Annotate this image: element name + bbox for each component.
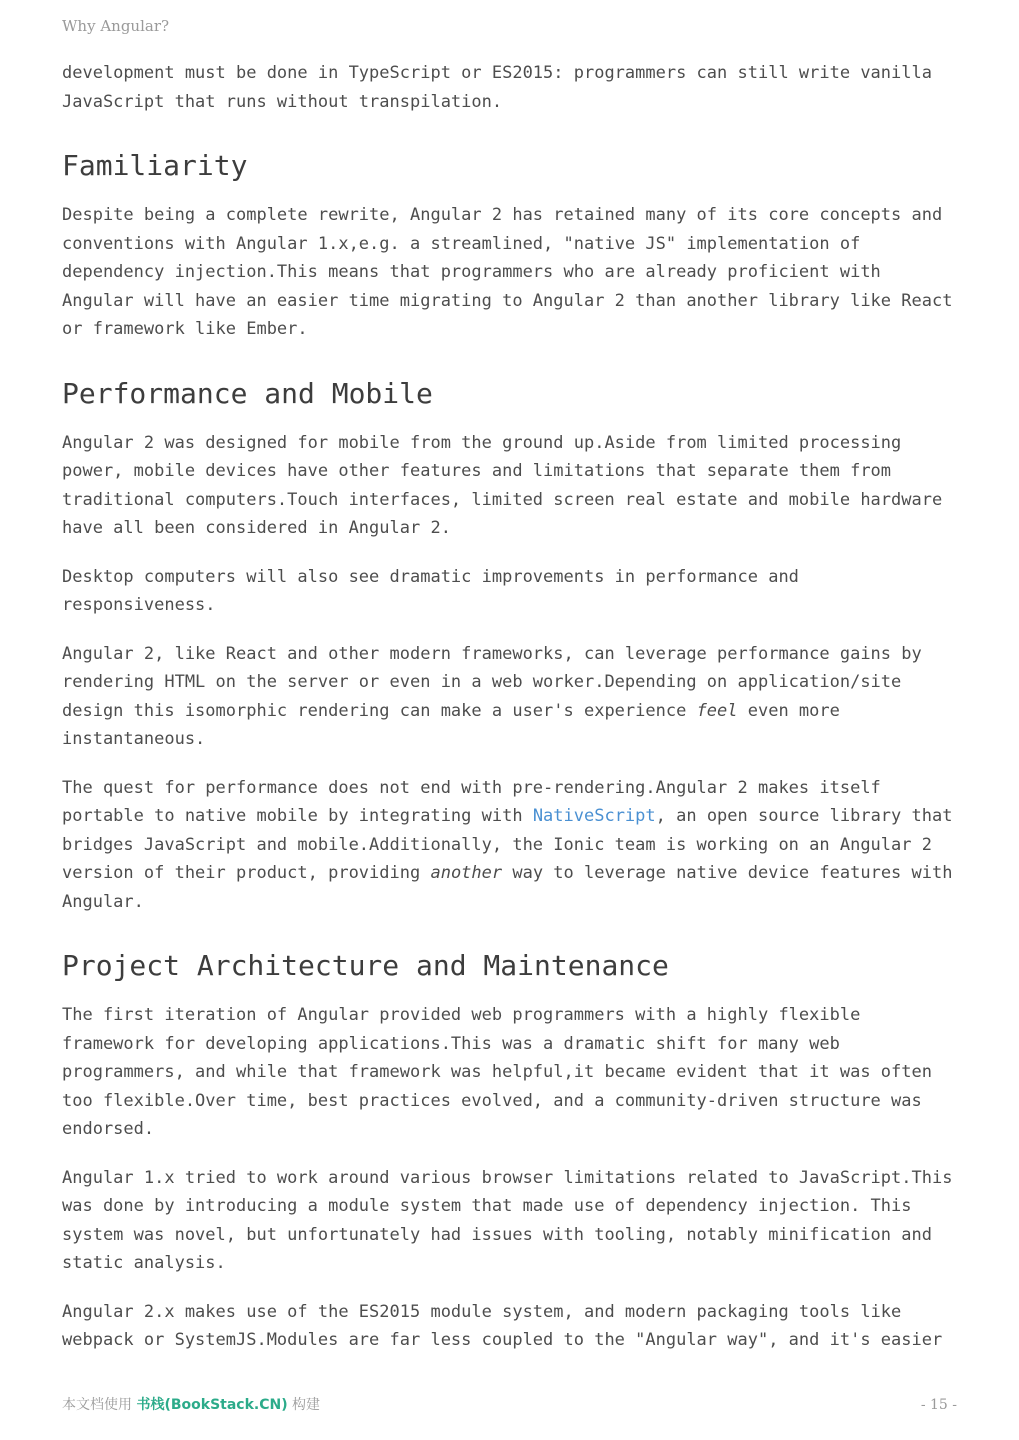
paragraph-text: way to leverage native device features with Angular. — [62, 863, 953, 912]
running-title: Why Angular? — [62, 17, 170, 35]
emphasized-word: feel — [696, 700, 738, 721]
emphasized-word: another — [430, 863, 503, 883]
footer-build-notice — [62, 1394, 320, 1414]
paragraph-text: , an open source library that bridges JavaScript and mobile.Additionally, the Ionic team is working on an Angular 2 version of their product, providing — [62, 806, 953, 883]
paragraph-text: Angular 2, like React and other modern frameworks, can leverage performance gains by rendering HTML on the server or even in a web worker.Depending on application/site design this isomorphic rendering can make a user's experience — [62, 643, 922, 721]
paragraph-text: Angular 2.x makes use of the ES2015 module system, and modern packaging tools like webpack or SystemJS.Modules are far less coupled to the "Angular way", and it's easier — [62, 1301, 943, 1350]
document-body — [0, 59, 1019, 1355]
intro-paragraph — [62, 59, 957, 116]
performance-paragraph-2 — [62, 563, 957, 620]
performance-paragraph-1 — [62, 429, 957, 543]
performance-paragraph-4 — [62, 774, 957, 917]
architecture-paragraph-3 — [62, 1298, 957, 1355]
paragraph-text: Despite being a complete rewrite, Angular 2 has retained many of its core concepts and conventions with Angular 1.x,e.g. a streamlined, "native JS" implementation of dependency injection.This means that programmers who are already proficient with Angular will have an easier time migrating to Angular 2 than another library like React or framework like Ember. — [62, 205, 953, 339]
footer-text-prefix: 本文档使用 — [62, 1397, 137, 1413]
section-heading-performance-and-mobile: Performance and Mobile — [62, 376, 433, 410]
section-heading-project-architecture: Project Architecture and Maintenance — [62, 949, 669, 982]
paragraph-text: Angular 1.x tried to work around various browser limitations related to JavaScript.This was done by introducing a module system that made use of dependency injection. This system was novel, but unfortunately had issues with tooling, notably minification and static analysis. — [62, 1167, 953, 1273]
page-header — [0, 0, 1019, 36]
bookstack-link[interactable]: 书栈(BookStack.CN) — [136, 1397, 288, 1413]
paragraph-text: The quest for performance does not end with pre-rendering.Angular 2 makes itself portable to native mobile by integrating with — [62, 777, 881, 826]
paragraph-text: Desktop computers will also see dramatic improvements in performance and responsiveness. — [62, 566, 799, 615]
architecture-paragraph-2 — [62, 1164, 957, 1278]
page-footer — [62, 1394, 957, 1414]
paragraph-text: The first iteration of Angular provided web programmers with a highly flexible framework for developing applications.This was a dramatic shift for many web programmers, and while that framework was helpful,it became evident that it was often too flexible.Over time, best practices evolved, and a community-driven structure was endorsed. — [62, 1005, 932, 1139]
section-heading-familiarity: Familiarity — [62, 149, 248, 182]
footer-text-suffix: 构建 — [287, 1397, 321, 1413]
paragraph-text: Angular 2 was designed for mobile from the ground up.Aside from limited processing power, mobile devices have other features and limitations that separate them from traditional computers.Touch interfaces, limited screen real estate and mobile hardware have all been considered in Angular 2. — [62, 432, 943, 538]
page-number: - 15 - — [920, 1397, 957, 1413]
nativescript-link[interactable]: NativeScript — [532, 806, 656, 826]
paragraph-text: development must be done in TypeScript or ES2015: programmers can still write vanilla JavaScript that runs without transpilation. — [62, 63, 932, 112]
paragraph-text: even more instantaneous. — [62, 700, 840, 749]
architecture-paragraph-1 — [62, 1001, 957, 1144]
performance-paragraph-3 — [62, 640, 957, 754]
familiarity-paragraph — [62, 201, 957, 344]
